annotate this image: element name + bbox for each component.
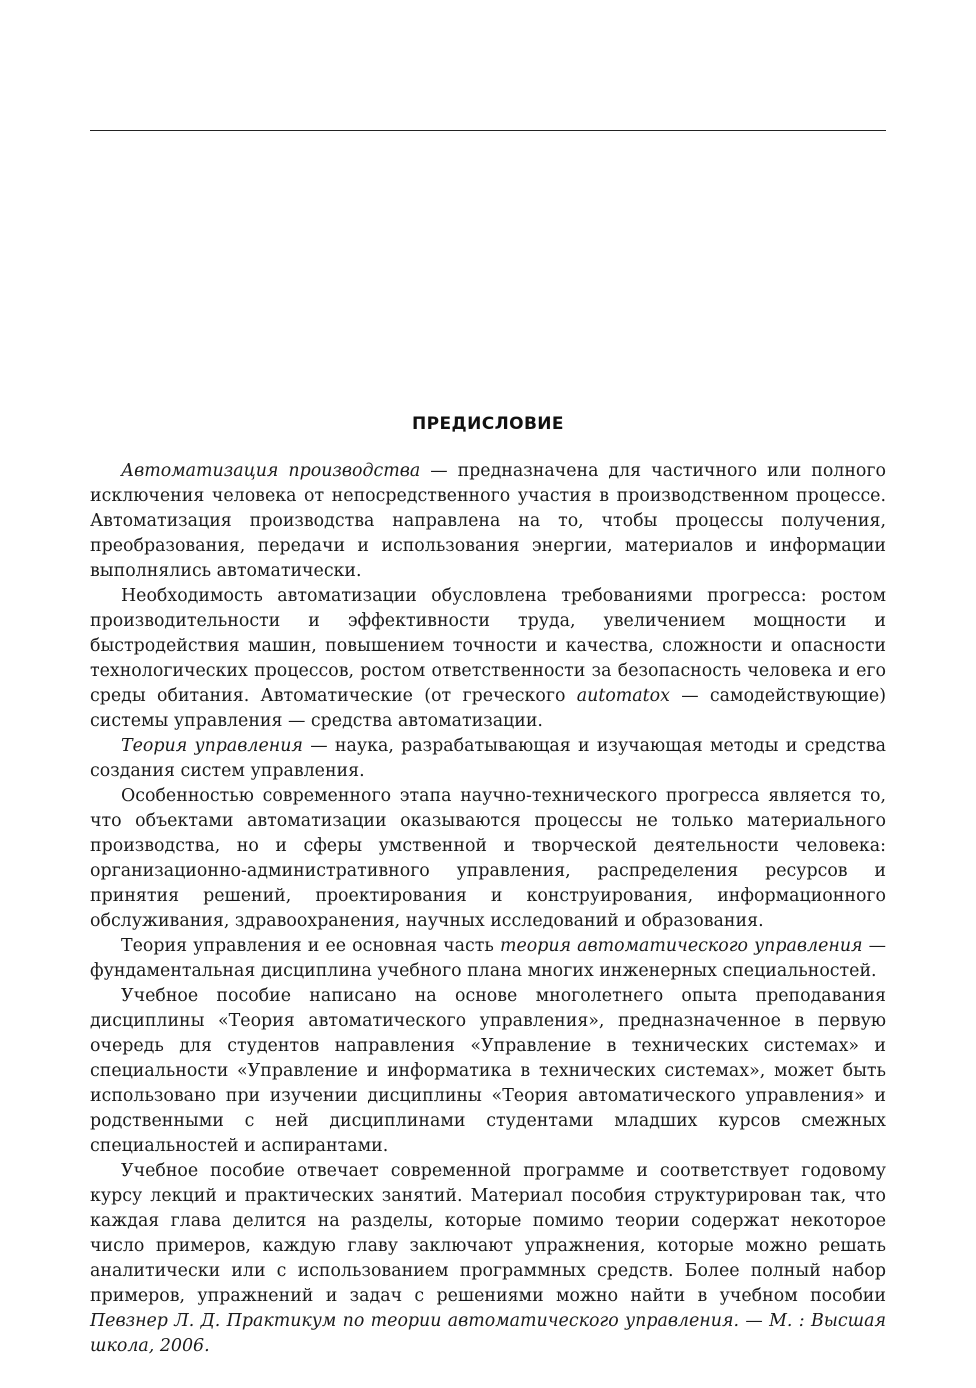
term-control-theory: Теория управления	[121, 736, 303, 756]
paragraph	[90, 734, 886, 784]
page-title: ПРЕДИСЛОВИЕ	[412, 414, 564, 434]
paragraph	[90, 984, 886, 1159]
text-segment: Теория управления и ее основная часть	[121, 936, 500, 956]
paragraph	[90, 1159, 886, 1359]
preface-body	[90, 459, 886, 1359]
text-segment: — наука, разрабатывающая и изучающая методы и средства создания систем управления.	[90, 736, 886, 781]
paragraph	[90, 459, 886, 584]
text-segment: — фундаментальная дисциплина учебного плана многих инженерных специальностей.	[90, 936, 886, 981]
text-segment: — самодействующие) системы управления — средства автоматизации.	[90, 686, 886, 731]
text-segment: Необходимость автоматизации обусловлена требованиями прогресса: ростом производительности и эффективности труда, увеличением мощности и быстродействия машин, повышением точности и качества, сложности и опасности технологических процессов, ростом ответственности за безопасность человека и его среды обитания. Автоматические (от греческого	[90, 586, 886, 706]
header-rule	[90, 130, 886, 131]
paragraph	[90, 784, 886, 934]
term-automation: Автоматизация производства	[121, 461, 421, 481]
paragraph	[90, 934, 886, 984]
text-segment: Учебное пособие написано на основе многолетнего опыта преподавания дисциплины «Теория автоматического управления», предназначенное в первую очередь для студентов направления «Управление в технических системах» и специальности «Управление и информатика в технических системах», может быть использовано при изучении дисциплины «Теория автоматического управления» и родственными с ней дисциплинами студентами младших курсов смежных специальностей и аспирантами.	[90, 986, 886, 1156]
term-automatox: automatox	[576, 686, 670, 706]
text-segment: Учебное пособие отвечает современной программе и соответствует годовому курсу лекций и практических занятий. Материал пособия структурирован так, что каждая глава делится на разделы, которые помимо теории содержат некоторое число примеров, каждую главу заключают упражнения, которые можно решать аналитически или с использованием программных средств. Более полный набор примеров, упражнений и задач с решениями можно найти в учебном пособии	[90, 1161, 886, 1306]
text-segment: — предназначена для частичного или полного исключения человека от непосредственного участия в производственном процессе. Автоматизация производства направлена на то, чтобы процессы получения, преобразования, передачи и использования энергии, материалов и информации выполнялись автоматически.	[90, 461, 886, 581]
book-reference: Певзнер Л. Д. Практикум по теории автоматического управления. — М. : Высшая школа, 2006.	[90, 1311, 886, 1356]
term-automatic-control-theory: теория автоматического управления	[499, 936, 863, 956]
paragraph	[90, 584, 886, 734]
text-segment: Особенностью современного этапа научно-технического прогресса является то, что объектами автоматизации оказываются процессы не только материального производства, но и сферы умственной и творческой деятельности человека: организационно-административного управления, распределения ресурсов и принятия решений, проектирования и конструирования, информационного обслуживания, здравоохранения, научных исследований и образования.	[90, 786, 886, 931]
